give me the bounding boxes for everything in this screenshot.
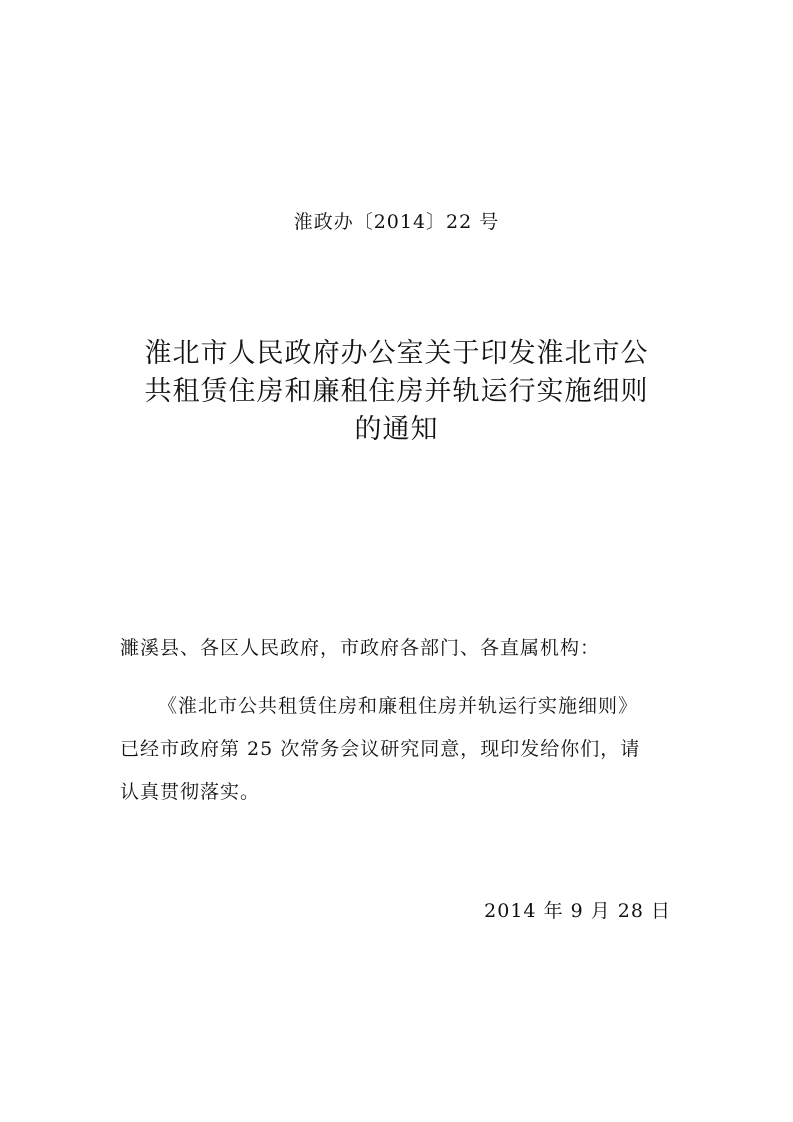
document-number: 淮政办〔2014〕22 号 xyxy=(293,211,500,233)
salutation: 濉溪县、各区人民政府，市政府各部门、各直属机构： xyxy=(120,637,601,659)
body-paragraph xyxy=(120,685,673,814)
body-line: 认真贯彻落实。 xyxy=(120,781,261,803)
document-title xyxy=(120,335,673,449)
issue-date: 2014 年 9 月 28 日 xyxy=(484,900,671,922)
title-line: 共租赁住房和廉租住房并轨运行实施细则 xyxy=(144,376,649,407)
body-line: 已经市政府第 25 次常务会议研究同意，现印发给你们，请 xyxy=(120,738,641,760)
title-line: 的通知 xyxy=(354,414,439,445)
body-line: 《淮北市公共租赁住房和廉租住房并轨运行实施细则》 xyxy=(158,695,639,717)
title-line: 淮北市人民政府办公室关于印发淮北市公 xyxy=(144,338,649,369)
